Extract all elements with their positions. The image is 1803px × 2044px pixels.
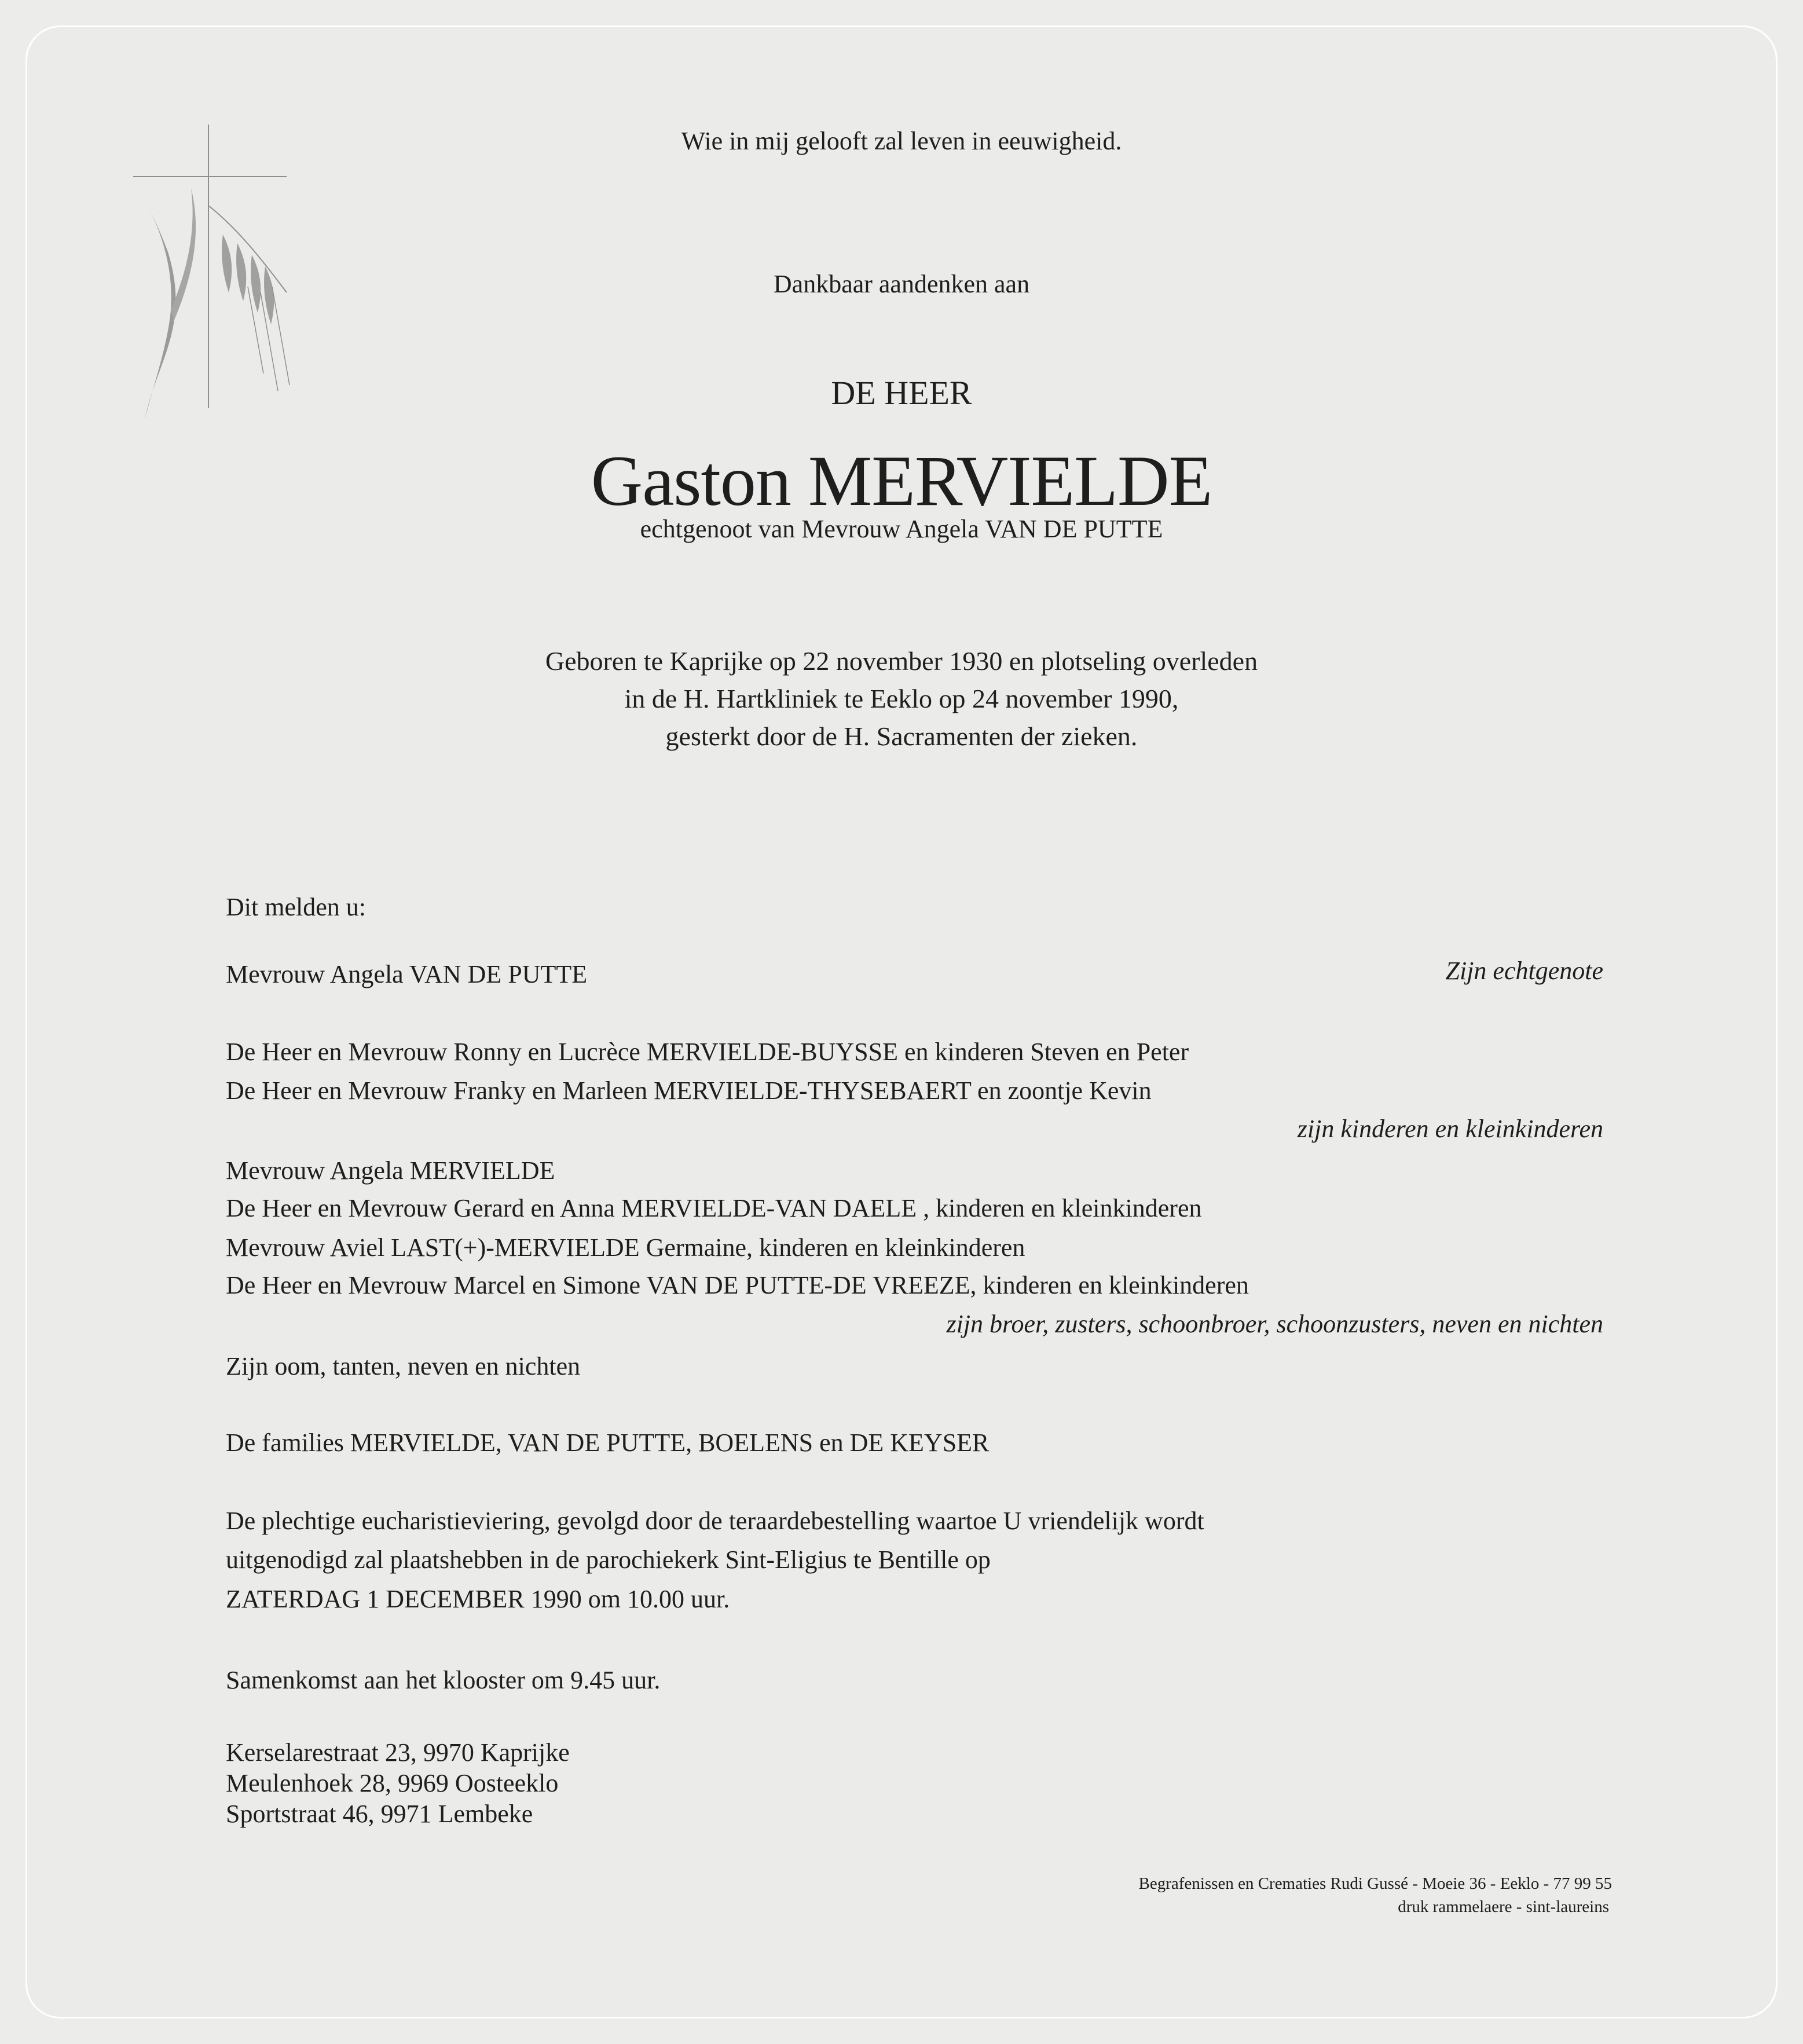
motto: Wie in mij gelooft zal leven in eeuwigheid. — [681, 127, 1122, 155]
relatives-line: Zijn oom, tanten, neven en nichten — [226, 1352, 581, 1380]
siblings-relation: zijn broer, zusters, schoonbroer, schoonzusters, neven en nichten — [946, 1310, 1603, 1338]
widow-relation: Zijn echtgenote — [1445, 957, 1603, 985]
service-line: uitgenodigd zal plaatshebben in de parochiekerk Sint-Eligius te Bentille op — [226, 1545, 991, 1574]
honorific: DE HEER — [831, 374, 972, 412]
intro-text: Dankbaar aandenken aan — [773, 270, 1030, 298]
children-relation: zijn kinderen en kleinkinderen — [1297, 1115, 1603, 1143]
sibling-line: Mevrouw Angela MERVIELDE — [226, 1156, 555, 1185]
child-family-line: De Heer en Mevrouw Franky en Marleen MERVIELDE-THYSEBAERT en zoontje Kevin — [226, 1076, 1152, 1105]
birth-death-line: Geboren te Kaprijke op 22 november 1930 en plotseling overleden — [545, 646, 1258, 676]
deceased-name: Gaston MERVIELDE — [591, 441, 1212, 521]
birth-death-line: in de H. Hartkliniek te Eeklo op 24 november 1990, — [624, 684, 1179, 713]
sibling-line: De Heer en Mevrouw Marcel en Simone VAN DE PUTTE-DE VREEZE, kinderen en kleinkinderen — [226, 1271, 1249, 1299]
widow-name: Mevrouw Angela VAN DE PUTTE — [226, 960, 588, 988]
birth-death-line: gesterkt door de H. Sacramenten der zieken. — [665, 721, 1138, 751]
address-line: Meulenhoek 28, 9969 Oosteeklo — [226, 1769, 559, 1797]
sibling-line: De Heer en Mevrouw Gerard en Anna MERVIELDE-VAN DAELE , kinderen en kleinkinderen — [226, 1194, 1202, 1222]
undertaker-credit: Begrafenissen en Crematies Rudi Gussé - Moeie 36 - Eeklo - 77 99 55 — [1138, 1874, 1612, 1893]
child-family-line: De Heer en Mevrouw Ronny en Lucrèce MERVIELDE-BUYSSE en kinderen Steven en Peter — [226, 1038, 1189, 1066]
printer-credit: druk rammelaere - sint-laureins — [1398, 1898, 1609, 1916]
sibling-line: Mevrouw Aviel LAST(+)-MERVIELDE Germaine, kinderen en kleinkinderen — [226, 1233, 1025, 1262]
service-line: De plechtige eucharistieviering, gevolgd door de teraardebestelling waartoe U vriendelijk wordt — [226, 1507, 1204, 1535]
spouse-line: echtgenoot van Mevrouw Angela VAN DE PUTTE — [640, 515, 1163, 543]
gathering-line: Samenkomst aan het klooster om 9.45 uur. — [226, 1666, 661, 1694]
address-line: Sportstraat 46, 9971 Lembeke — [226, 1800, 533, 1828]
families-line: De families MERVIELDE, VAN DE PUTTE, BOELENS en DE KEYSER — [226, 1428, 990, 1457]
announcement-heading: Dit melden u: — [226, 893, 366, 921]
service-date: ZATERDAG 1 DECEMBER 1990 om 10.00 uur. — [226, 1585, 730, 1613]
address-line: Kerselarestraat 23, 9970 Kaprijke — [226, 1738, 570, 1767]
